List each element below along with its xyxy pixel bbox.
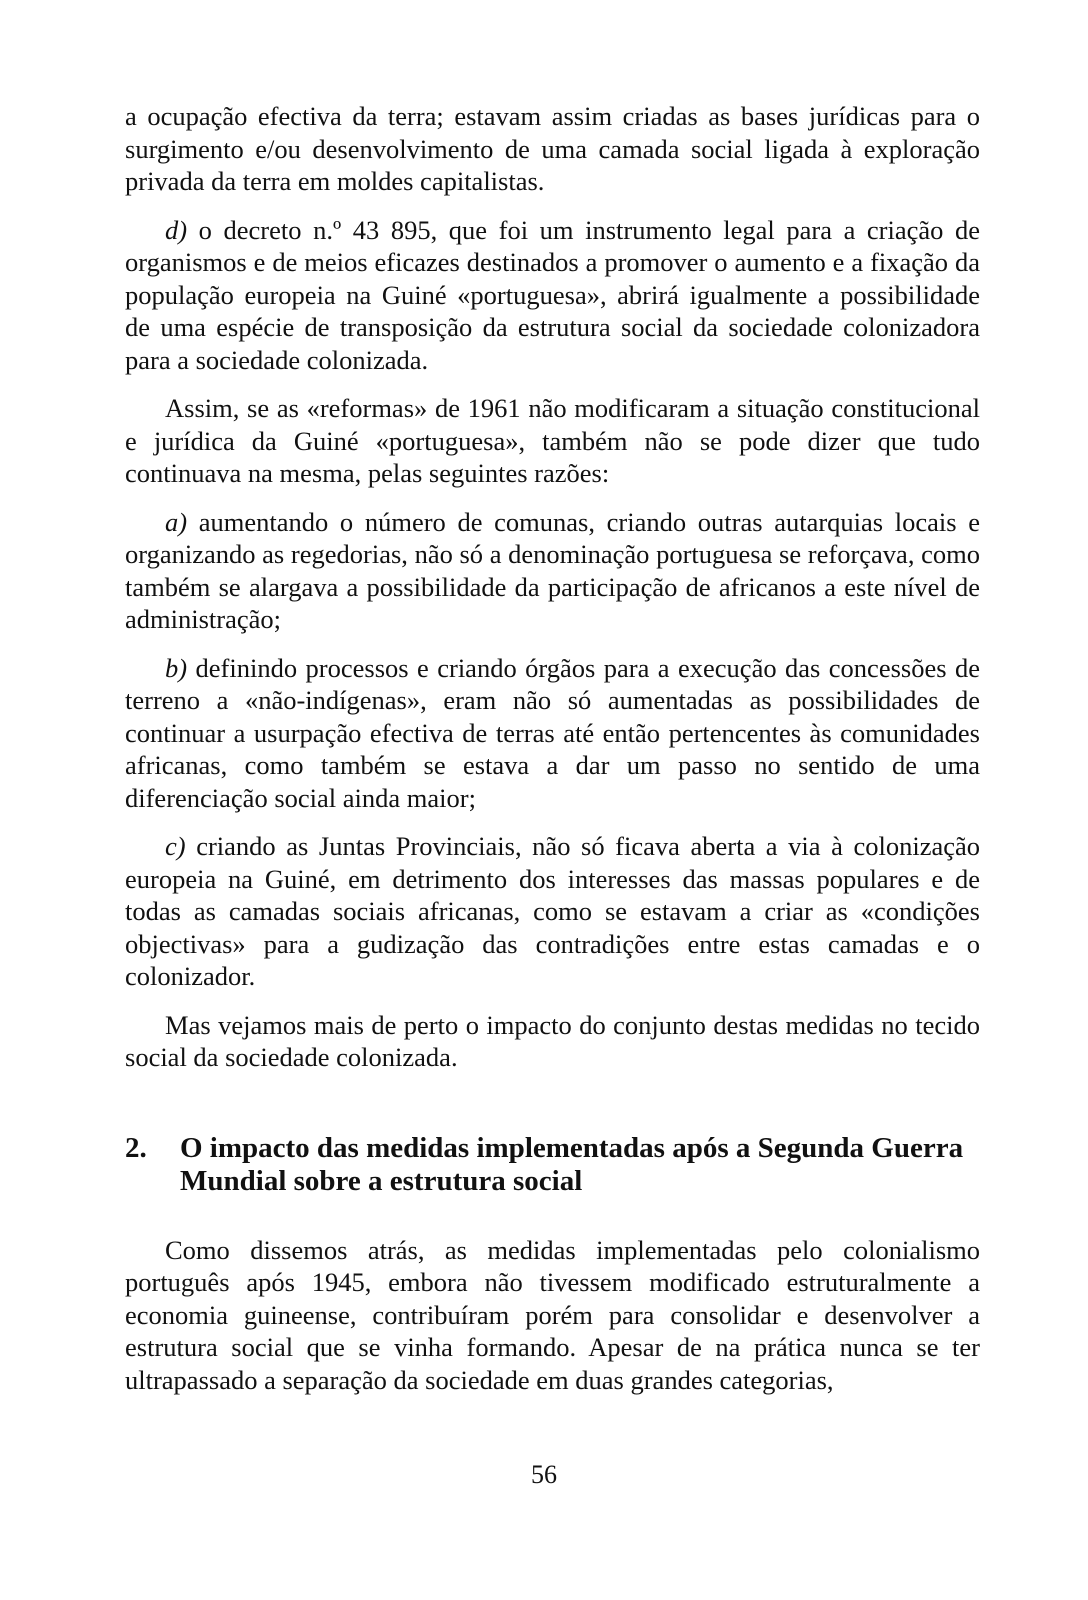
paragraph-text: definindo processos e criando órgãos para a execução das concessões de terreno a «não-indígenas», eram não só aumentadas as possibilidades de continuar a usurpação efectiva de terras até então pertencentes às comunidades africanas, como também se estava a dar um passo no sentido de uma diferenciação social ainda maior; — [125, 652, 980, 813]
paragraph-text: aumentando o número de comunas, criando outras autarquias locais e organizando as regedorias, não só a denominação portuguesa se reforçava, como também se alargava a possibilidade da participação de africanos a este nível de administração; — [125, 506, 980, 634]
list-label: a) — [165, 506, 188, 537]
list-item-c — [125, 830, 980, 993]
paragraph-text: criando as Juntas Provinciais, não só ficava aberta a via à colonização europeia na Guiné, em detrimento dos interesses das massas populares e de todas as camadas sociais africanas, como se estavam a criar as «condições objectivas» para a gudização das contradições entre estas camadas e o colonizador. — [125, 831, 980, 991]
paragraph-continuation — [125, 100, 980, 198]
paragraph-como-dissemos — [125, 1234, 980, 1397]
list-item-b — [125, 652, 980, 815]
page-body — [125, 100, 980, 1412]
section-title: O impacto das medidas implementadas após a Segunda Guerra Mundial sobre a estrutura social — [180, 1131, 964, 1197]
paragraph-text: o decreto n.º 43 895, que foi um instrumento legal para a criação de organismos e de meios eficazes destinados a promover o aumento e a fixação da população europeia na Guiné «portuguesa», abrirá igualmente a possibilidade de uma espécie de transposição da estrutura social da sociedade colonizadora para a sociedade colonizada. — [125, 214, 980, 375]
section-number: 2. — [125, 1131, 147, 1164]
paragraph-assim — [125, 392, 980, 490]
paragraph-mas-vejamos — [125, 1009, 980, 1074]
paragraph-text: Assim, se as «reformas» de 1961 não modificaram a situação constitucional e jurídica da Guiné «portuguesa», também não se pode dizer que tudo continuava na mesma, pelas seguintes razões: — [125, 393, 980, 488]
paragraph-text: a ocupação efectiva da terra; estavam assim criadas as bases jurídicas para o surgimento e/ou desenvolvimento de uma camada social ligada à exploração privada da terra em moldes capitalistas. — [125, 101, 980, 196]
list-label: b) — [165, 652, 188, 683]
list-item-a — [125, 506, 980, 636]
paragraph-text: Mas vejamos mais de perto o impacto do conjunto destas medidas no tecido social da sociedade colonizada. — [125, 1009, 980, 1072]
list-label: d) — [165, 214, 188, 245]
page-number: 56 — [531, 1460, 557, 1489]
list-item-d — [125, 214, 980, 377]
paragraph-text: Como dissemos atrás, as medidas implementadas pelo colonialismo português após 1945, embora não tivessem modificado estruturalmente a economia guineense, contribuíram porém para consolidar e desenvolver a estrutura social que se vinha formando. Apesar de na prática nunca se ter ultrapassado a separação da sociedade em duas grandes categorias, — [125, 1234, 980, 1395]
section-heading — [125, 1132, 980, 1198]
list-label: c) — [165, 831, 186, 861]
